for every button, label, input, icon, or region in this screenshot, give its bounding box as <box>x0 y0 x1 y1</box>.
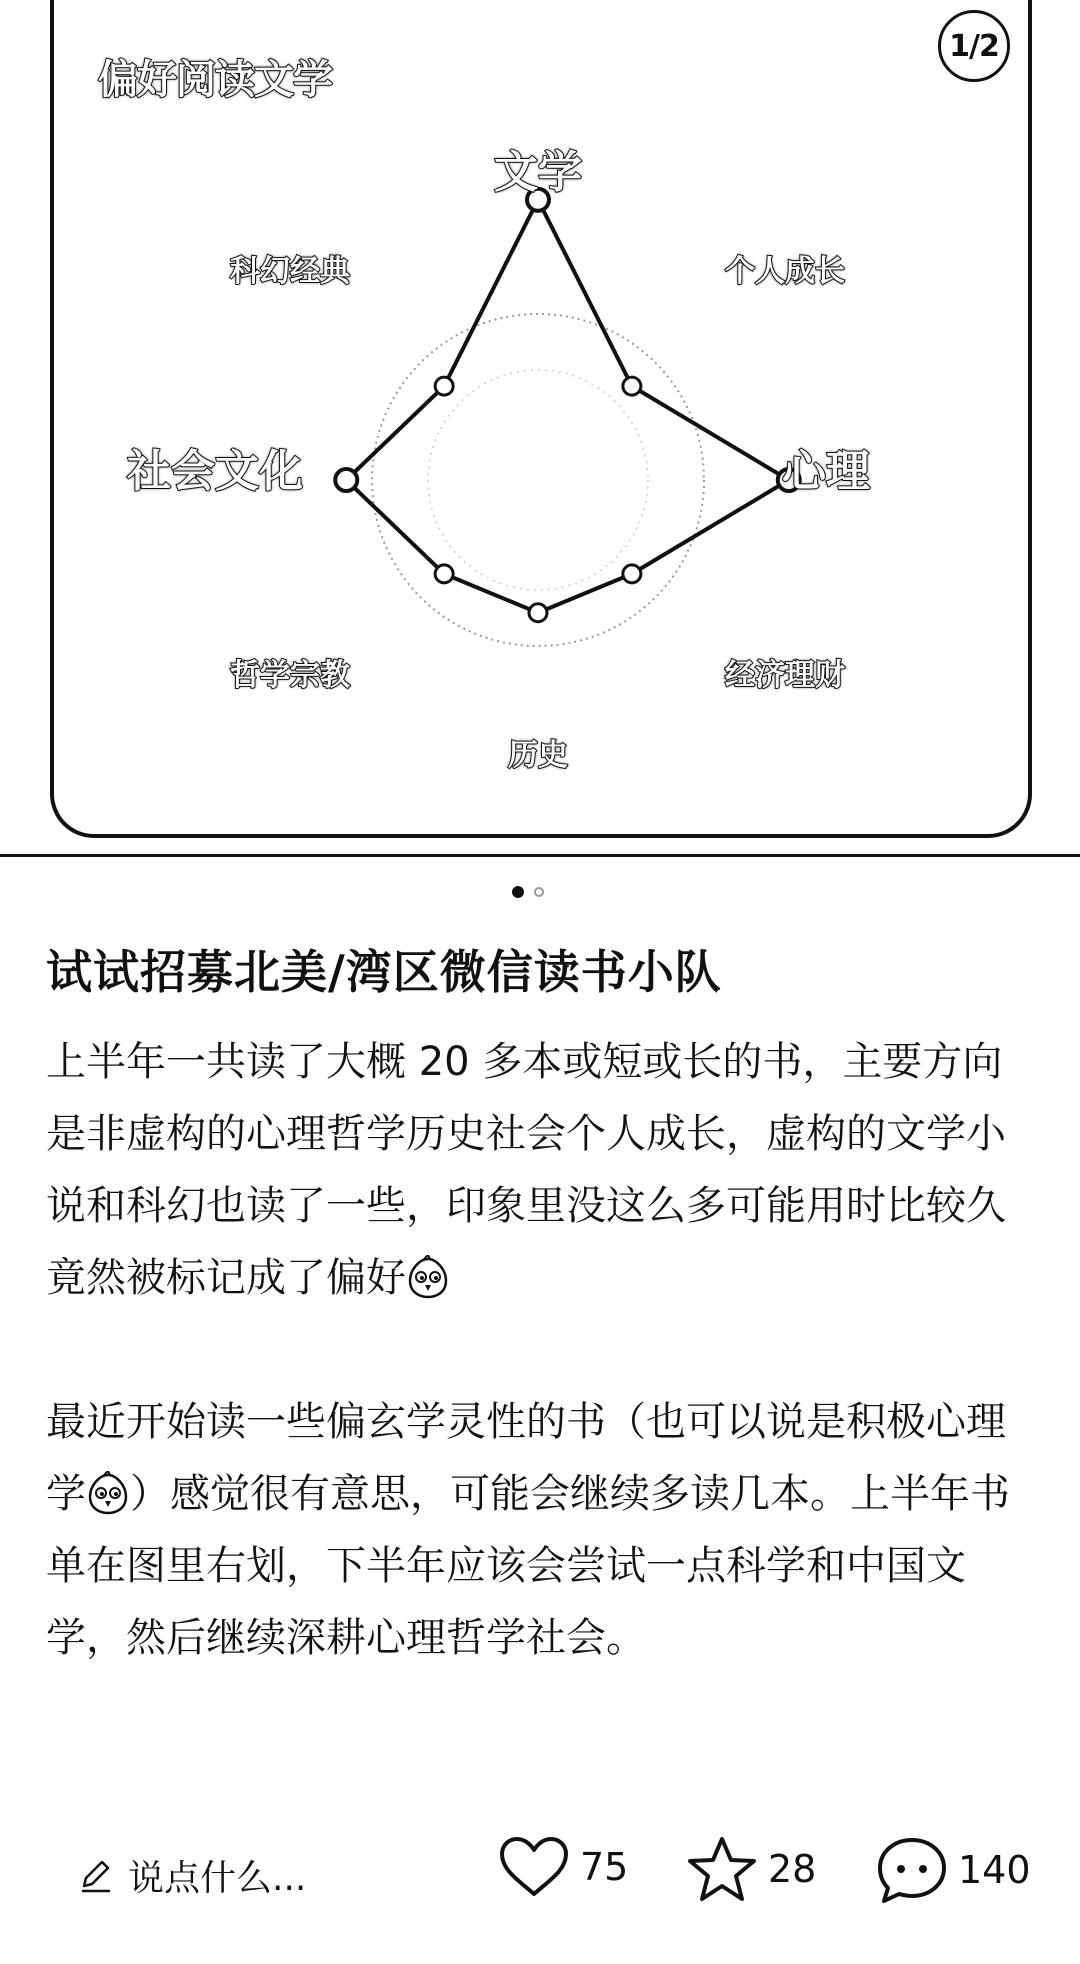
heart-icon <box>498 1836 570 1898</box>
radar-point-4 <box>623 565 641 583</box>
bottom-action-bar <box>0 1820 1080 1920</box>
like-button[interactable] <box>498 1836 628 1898</box>
radar-inner-ring <box>428 370 648 590</box>
comment-placeholder: 说点什么... <box>128 1858 307 1899</box>
radar-point-8 <box>435 377 453 395</box>
post-title: 试试招募北美/湾区微信读书小队 <box>46 945 722 999</box>
paragraph-2: 最近开始读一些偏玄学灵性的书（也可以说是积极心理学 ）感觉很有意思，可能会继续多读几本。上半年书单在图里右划，下半年应该会尝试一点科学和中国文学，然后继续深耕心理哲学社会。 <box>46 1399 1010 1661</box>
radar-point-2 <box>623 377 641 395</box>
star-icon <box>686 1836 758 1902</box>
radar-axis-label: 心理 <box>782 446 870 497</box>
favorite-button[interactable] <box>686 1836 816 1902</box>
carousel-dots[interactable] <box>512 886 544 898</box>
carousel-dot-1[interactable] <box>512 886 524 898</box>
radar-point-5 <box>529 604 547 622</box>
comment-input[interactable] <box>78 1850 306 1901</box>
card-title: 偏好阅读文学 <box>98 57 332 103</box>
paragraph-1: 上半年一共读了大概 20 多本或短或长的书，主要方向是非虚构的心理哲学历史社会个人成长，虚构的文学小说和科幻也读了一些，印象里没这么多可能用时比较久竟然被标记成了偏好 <box>46 1039 1006 1301</box>
radar-axis-label: 历史 <box>508 738 568 773</box>
pencil-icon <box>78 1858 114 1894</box>
comment-count: 140 <box>958 1848 1031 1892</box>
chat-bubble-icon <box>876 1836 948 1904</box>
divider <box>0 854 1080 857</box>
radar-point-7 <box>335 469 357 491</box>
favorite-count: 28 <box>768 1847 817 1891</box>
comment-button[interactable] <box>876 1836 1031 1904</box>
radar-axis-label: 个人成长 <box>725 254 845 289</box>
like-count: 75 <box>580 1845 629 1889</box>
radar-point-6 <box>435 565 453 583</box>
post-body <box>46 1026 1026 1746</box>
radar-shape <box>346 200 789 613</box>
radar-axis-label: 社会文化 <box>127 446 303 497</box>
bird-emoji-icon <box>86 1471 130 1515</box>
radar-axis-label: 科幻经典 <box>230 254 350 289</box>
radar-axis-label: 经济理财 <box>725 658 845 693</box>
page-indicator: 1/2 <box>938 10 1010 82</box>
carousel-dot-2[interactable] <box>534 887 544 897</box>
radar-outer-ring <box>372 314 704 646</box>
radar-axis-label: 哲学宗教 <box>230 658 350 693</box>
bird-emoji-icon <box>406 1255 450 1299</box>
radar-axis-label: 文学 <box>494 147 582 198</box>
